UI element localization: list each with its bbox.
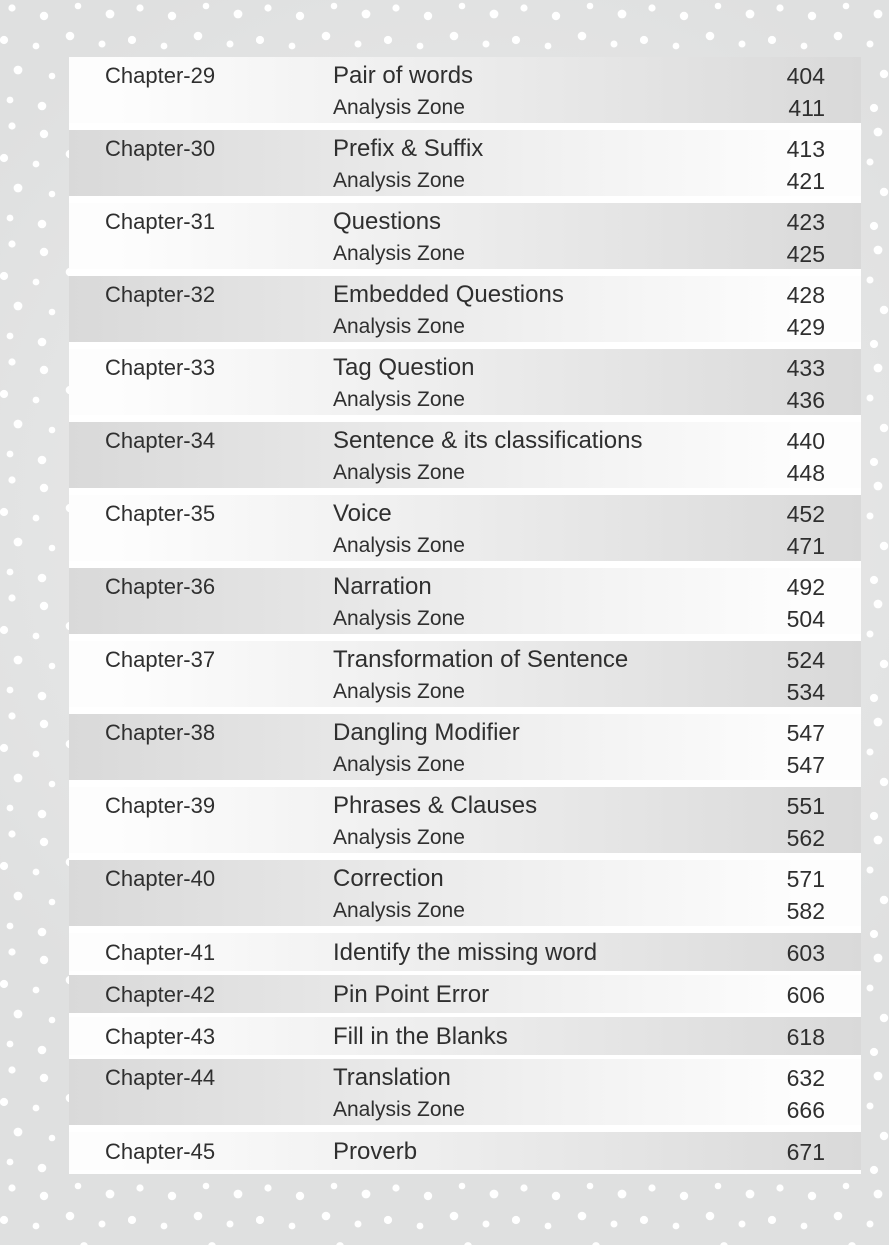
chapter-title: Pair of words <box>333 62 474 89</box>
chapter-label: Chapter-36 <box>105 574 216 599</box>
chapter-title: Fill in the Blanks <box>333 1023 508 1050</box>
chapter-title: Tag Question <box>333 354 475 381</box>
toc-row <box>69 276 861 342</box>
chapter-title: Voice <box>333 500 392 527</box>
chapter-label: Chapter-35 <box>105 501 216 526</box>
analysis-page-number: 666 <box>786 1097 825 1123</box>
chapter-title: Pin Point Error <box>333 981 490 1008</box>
chapter-title: Narration <box>333 573 432 600</box>
toc-row <box>69 495 861 561</box>
toc-row <box>69 933 861 971</box>
toc-row <box>69 422 861 488</box>
analysis-page-number: 429 <box>786 314 825 340</box>
chapter-label: Chapter-40 <box>105 866 216 891</box>
analysis-zone-label: Analysis Zone <box>333 461 465 484</box>
analysis-zone-label: Analysis Zone <box>333 388 465 411</box>
toc-row <box>69 1132 861 1170</box>
chapter-title: Proverb <box>333 1138 418 1165</box>
analysis-page-number: 448 <box>786 460 825 486</box>
page-number: 404 <box>786 63 825 89</box>
analysis-page-number: 562 <box>786 825 825 851</box>
toc-panel <box>69 57 861 1174</box>
chapter-title: Prefix & Suffix <box>333 135 484 162</box>
analysis-zone-label: Analysis Zone <box>333 242 465 265</box>
page-number: 603 <box>786 940 825 966</box>
page-number: 428 <box>786 282 825 308</box>
toc-row <box>69 975 861 1013</box>
analysis-zone-label: Analysis Zone <box>333 534 465 557</box>
chapter-label: Chapter-39 <box>105 793 216 818</box>
chapter-title: Translation <box>333 1064 451 1091</box>
chapter-label: Chapter-44 <box>105 1065 216 1090</box>
chapter-label: Chapter-34 <box>105 428 216 453</box>
chapter-label: Chapter-42 <box>105 982 216 1007</box>
chapter-title: Sentence & its classifications <box>333 427 643 454</box>
toc-row <box>69 641 861 707</box>
chapter-label: Chapter-45 <box>105 1139 216 1164</box>
page-number: 551 <box>786 793 825 819</box>
chapter-title: Dangling Modifier <box>333 719 520 746</box>
chapter-label: Chapter-43 <box>105 1024 216 1049</box>
toc-row <box>69 130 861 196</box>
analysis-zone-label: Analysis Zone <box>333 607 465 630</box>
toc-row <box>69 860 861 926</box>
page-number: 440 <box>786 428 825 454</box>
analysis-page-number: 436 <box>786 387 825 413</box>
toc-row <box>69 787 861 853</box>
chapter-label: Chapter-31 <box>105 209 216 234</box>
toc-row <box>69 57 861 123</box>
analysis-page-number: 582 <box>786 898 825 924</box>
page-number: 452 <box>786 501 825 527</box>
analysis-zone-label: Analysis Zone <box>333 1098 465 1121</box>
page-number: 433 <box>786 355 825 381</box>
analysis-page-number: 534 <box>786 679 825 705</box>
page-number: 618 <box>786 1024 825 1050</box>
toc-row <box>69 203 861 269</box>
analysis-zone-label: Analysis Zone <box>333 826 465 849</box>
page-number: 547 <box>786 720 825 746</box>
chapter-title: Correction <box>333 865 444 892</box>
chapter-title: Transformation of Sentence <box>333 646 629 673</box>
chapter-title: Embedded Questions <box>333 281 564 308</box>
analysis-page-number: 421 <box>786 168 825 194</box>
chapter-label: Chapter-37 <box>105 647 216 672</box>
page-number: 671 <box>786 1139 825 1165</box>
chapter-title: Identify the missing word <box>333 939 598 966</box>
page-number: 571 <box>786 866 825 892</box>
analysis-page-number: 471 <box>786 533 825 559</box>
chapter-label: Chapter-29 <box>105 63 216 88</box>
toc-row <box>69 568 861 634</box>
page-number: 423 <box>786 209 825 235</box>
analysis-zone-label: Analysis Zone <box>333 315 465 338</box>
page-number: 413 <box>786 136 825 162</box>
analysis-zone-label: Analysis Zone <box>333 169 465 192</box>
analysis-zone-label: Analysis Zone <box>333 96 465 119</box>
toc-row <box>69 349 861 415</box>
chapter-label: Chapter-33 <box>105 355 216 380</box>
analysis-zone-label: Analysis Zone <box>333 753 465 776</box>
page-number: 524 <box>786 647 825 673</box>
analysis-page-number: 547 <box>786 752 825 778</box>
page-number: 632 <box>786 1065 825 1091</box>
toc-row <box>69 1017 861 1055</box>
chapter-title: Phrases & Clauses <box>333 792 538 819</box>
chapter-label: Chapter-30 <box>105 136 216 161</box>
analysis-zone-label: Analysis Zone <box>333 899 465 922</box>
chapter-label: Chapter-41 <box>105 940 216 965</box>
chapter-title: Questions <box>333 208 442 235</box>
analysis-page-number: 425 <box>786 241 825 267</box>
toc-row <box>69 714 861 780</box>
page-number: 606 <box>786 982 825 1008</box>
analysis-page-number: 411 <box>788 95 825 121</box>
analysis-zone-label: Analysis Zone <box>333 680 465 703</box>
chapter-label: Chapter-32 <box>105 282 216 307</box>
analysis-page-number: 504 <box>786 606 825 632</box>
chapter-label: Chapter-38 <box>105 720 216 745</box>
page-number: 492 <box>786 574 825 600</box>
toc-row <box>69 1059 861 1125</box>
